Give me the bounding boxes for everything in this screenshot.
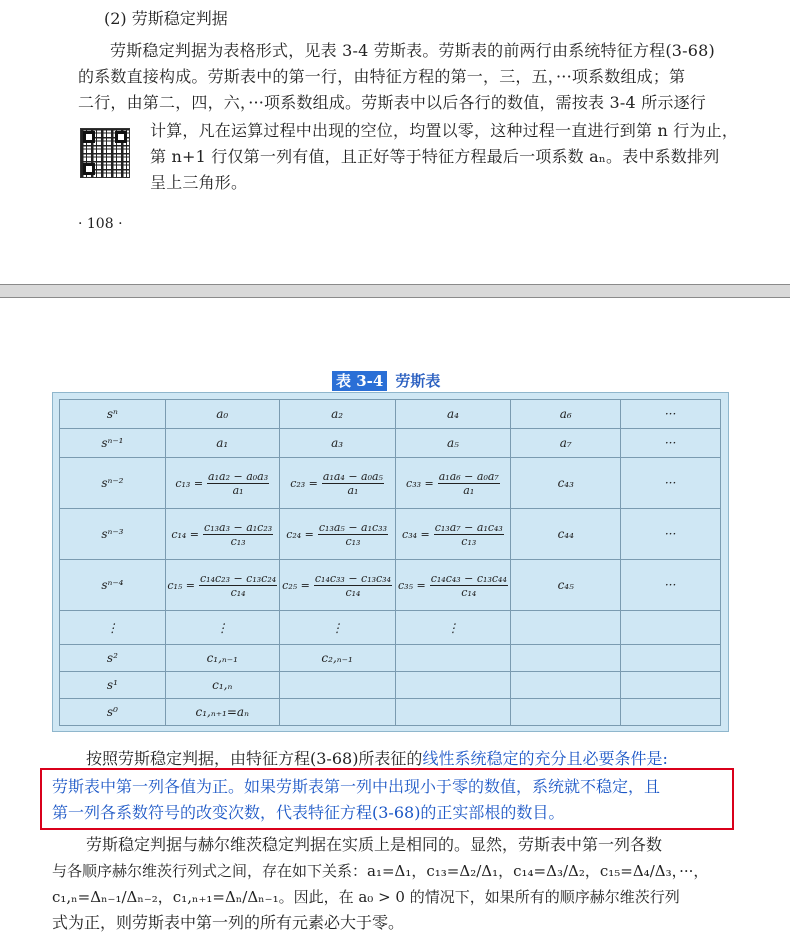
table-cell: c₄₄ bbox=[511, 509, 621, 560]
frac-denominator: c₁₄ bbox=[345, 585, 361, 599]
table-cell bbox=[279, 699, 395, 726]
table-cell bbox=[279, 458, 395, 509]
top-page bbox=[0, 0, 790, 284]
table-row bbox=[60, 458, 721, 509]
red-highlight-box bbox=[40, 768, 734, 830]
frac-numerator: c₁₄c₂₃ − c₁₃c₂₄ bbox=[200, 571, 277, 585]
page-separator bbox=[0, 284, 790, 298]
coef-lhs: c₃₃ = bbox=[406, 476, 434, 490]
coef-lhs: c₂₅ = bbox=[282, 578, 310, 592]
text-line: 第 n+1 行仅第一列有值，且正好等于特征方程最后一项系数 aₙ。表中系数排列 bbox=[150, 147, 720, 166]
coef-lhs: c₃₅ = bbox=[398, 578, 426, 592]
table-cell bbox=[511, 672, 621, 699]
table-cell: a₄ bbox=[395, 400, 511, 429]
table-row bbox=[60, 699, 721, 726]
paragraph-line: 劳斯稳定判据与赫尔维茨稳定判据在实质上是相同的。显然，劳斯表中第一列各数 bbox=[86, 835, 663, 854]
table-cell: ⋮ bbox=[165, 611, 279, 645]
table-cell: ··· bbox=[621, 429, 721, 458]
highlighted-line: 劳斯表中第一列各值为正。如果劳斯表第一列中出现小于零的数值，系统就不稳定，且 bbox=[52, 777, 661, 796]
coef-lhs: c₂₄ = bbox=[286, 527, 314, 541]
table-cell: ⋮ bbox=[279, 611, 395, 645]
frac-numerator: c₁₄c₃₃ − c₁₃c₃₄ bbox=[314, 571, 392, 585]
table-row bbox=[60, 645, 721, 672]
routh-table bbox=[59, 399, 721, 726]
text-line: 二行，由第二，四，六，···项系数组成。劳斯表中以后各行的数值，需按表 3-4 所示逐行 bbox=[78, 93, 706, 112]
table-cell: a₀ bbox=[165, 400, 279, 429]
row-label: sⁿ⁻⁴ bbox=[60, 560, 166, 611]
table-cell: a₂ bbox=[279, 400, 395, 429]
table-cell: c₁,ₙ bbox=[165, 672, 279, 699]
table-cell: ··· bbox=[621, 400, 721, 429]
table-cell: a₃ bbox=[279, 429, 395, 458]
table-cell bbox=[621, 672, 721, 699]
table-cell bbox=[395, 509, 511, 560]
qr-code-icon[interactable] bbox=[80, 128, 130, 178]
row-label: sⁿ⁻¹ bbox=[60, 429, 166, 458]
table-cell bbox=[279, 560, 395, 611]
frac-denominator: a₁ bbox=[463, 483, 475, 497]
table-row bbox=[60, 509, 721, 560]
coef-lhs: c₁₅ = bbox=[167, 578, 196, 592]
highlighted-line: 第一列各系数符号的改变次数，代表特征方程(3-68)的正实部根的数目。 bbox=[52, 803, 565, 822]
row-label: ⋮ bbox=[60, 611, 166, 645]
table-cell bbox=[279, 509, 395, 560]
table-cell bbox=[395, 645, 511, 672]
frac-numerator: c₁₃a₃ − a₁c₂₃ bbox=[204, 520, 273, 534]
table-cell bbox=[511, 611, 621, 645]
frac-denominator: c₁₄ bbox=[461, 585, 477, 599]
table-cell bbox=[511, 645, 621, 672]
table-cell bbox=[395, 560, 511, 611]
table-cell bbox=[279, 672, 395, 699]
text-line: 计算，凡在运算过程中出现的空位，均置以零，这种过程一直进行到第 n 行为止， bbox=[150, 121, 739, 140]
text-line: 劳斯稳定判据为表格形式，见表 3-4 劳斯表。劳斯表的前两行由系统特征方程(3-68) bbox=[110, 41, 715, 60]
table-cell: ··· bbox=[621, 509, 721, 560]
row-label: s¹ bbox=[60, 672, 166, 699]
table-cell: ··· bbox=[621, 458, 721, 509]
table-title: 劳斯表 bbox=[395, 372, 441, 390]
frac-numerator: c₁₃a₅ − a₁c₃₃ bbox=[318, 520, 387, 534]
table-cell: a₆ bbox=[511, 400, 621, 429]
table-cell bbox=[395, 699, 511, 726]
frac-numerator: a₁a₂ − a₀a₃ bbox=[208, 469, 269, 483]
table-cell: c₄₅ bbox=[511, 560, 621, 611]
table-cell bbox=[165, 509, 279, 560]
paragraph-line: c₁,ₙ=Δₙ₋₁/Δₙ₋₂，c₁,ₙ₊₁=Δₙ/Δₙ₋₁。因此，在 a₀ > 0 的情况下，如果所有的顺序赫尔维茨行列 bbox=[52, 888, 680, 906]
text-line: 的系数直接构成。劳斯表中的第一行，由特征方程的第一，三，五，···项系数组成；第 bbox=[78, 67, 686, 86]
coef-lhs: c₃₄ = bbox=[402, 527, 430, 541]
table-cell: ··· bbox=[621, 560, 721, 611]
table-cell: a₁ bbox=[165, 429, 279, 458]
frac-denominator: a₁ bbox=[347, 483, 359, 497]
table-row bbox=[60, 611, 721, 645]
table-cell: c₄₃ bbox=[511, 458, 621, 509]
text-plain: 按照劳斯稳定判据，由特征方程(3-68)所表征的 bbox=[86, 749, 423, 768]
frac-denominator: c₁₃ bbox=[230, 534, 246, 548]
table-row bbox=[60, 400, 721, 429]
table-cell bbox=[621, 645, 721, 672]
paragraph-line: 式为正，则劳斯表中第一列的所有元素必大于零。 bbox=[52, 913, 405, 932]
table-caption bbox=[332, 370, 440, 391]
frac-numerator: c₁₃a₇ − a₁c₄₃ bbox=[434, 520, 503, 534]
coef-lhs: c₁₃ = bbox=[175, 476, 204, 490]
frac-numerator: c₁₄c₄₃ − c₁₃c₄₄ bbox=[430, 571, 507, 585]
table-row bbox=[60, 560, 721, 611]
table-cell: ⋮ bbox=[395, 611, 511, 645]
table-cell: c₁,ₙ₊₁=aₙ bbox=[165, 699, 279, 726]
section-heading: (2) 劳斯稳定判据 bbox=[104, 9, 228, 28]
table-cell bbox=[621, 699, 721, 726]
frac-numerator: a₁a₄ − a₀a₅ bbox=[322, 469, 383, 483]
table-cell bbox=[165, 458, 279, 509]
bottom-page bbox=[0, 298, 790, 940]
table-cell bbox=[511, 699, 621, 726]
row-label: s⁰ bbox=[60, 699, 166, 726]
table-cell bbox=[395, 458, 511, 509]
page-number: · 108 · bbox=[78, 216, 123, 232]
text-highlight-blue: 线性系统稳定的充分且必要条件是: bbox=[422, 749, 668, 768]
routh-table-image bbox=[52, 392, 729, 732]
frac-numerator: a₁a₆ − a₀a₇ bbox=[438, 469, 499, 483]
table-cell: c₂,ₙ₋₁ bbox=[279, 645, 395, 672]
table-number: 表 3-4 bbox=[332, 371, 387, 391]
table-cell: c₁,ₙ₋₁ bbox=[165, 645, 279, 672]
table-row bbox=[60, 429, 721, 458]
table-cell bbox=[165, 560, 279, 611]
coef-lhs: c₁₄ = bbox=[171, 527, 200, 541]
table-row bbox=[60, 672, 721, 699]
row-label: sⁿ⁻³ bbox=[60, 509, 166, 560]
frac-denominator: c₁₃ bbox=[345, 534, 361, 548]
paragraph-line: 与各顺序赫尔维茨行列式之间，存在如下关系：a₁=Δ₁，c₁₃=Δ₂/Δ₁，c₁₄=Δ₃/Δ₂，c₁₅=Δ₄/Δ₃，···， bbox=[52, 862, 709, 880]
frac-denominator: c₁₃ bbox=[461, 534, 477, 548]
table-cell bbox=[395, 672, 511, 699]
row-label: s² bbox=[60, 645, 166, 672]
row-label: sⁿ bbox=[60, 400, 166, 429]
table-cell: a₅ bbox=[395, 429, 511, 458]
table-cell: a₇ bbox=[511, 429, 621, 458]
table-cell bbox=[621, 611, 721, 645]
frac-denominator: c₁₄ bbox=[230, 585, 246, 599]
frac-denominator: a₁ bbox=[232, 483, 244, 497]
text-line: 呈上三角形。 bbox=[150, 173, 248, 192]
coef-lhs: c₂₃ = bbox=[290, 476, 318, 490]
row-label: sⁿ⁻² bbox=[60, 458, 166, 509]
